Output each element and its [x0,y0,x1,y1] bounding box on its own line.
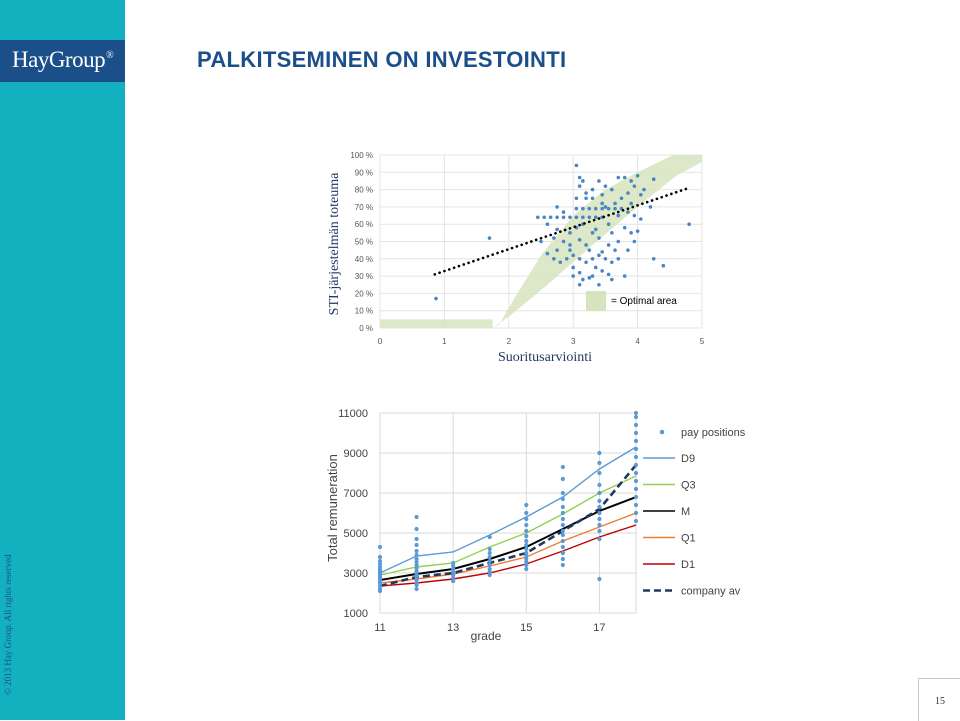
pay-position-point [597,461,601,465]
pay-position-point [524,567,528,571]
y-tick-label: 70 % [354,202,373,212]
legend-label-q1: Q1 [681,532,696,545]
page-number: 15 [935,696,945,707]
y-tick-label: 10 % [354,306,373,316]
pay-position-point [561,529,565,533]
y-tick-label: 7000 [343,488,368,500]
pay-position-point [634,411,638,415]
legend-marker-pay-positions [660,430,665,435]
legend-label-d1: D1 [681,559,696,571]
pay-position-point [634,495,638,499]
y-tick-label: 0 % [359,324,373,333]
x-tick-label: 2 [506,337,512,346]
pay-position-point [561,539,565,543]
pay-position-point [378,545,382,549]
y-tick-label: 80 % [354,185,373,195]
x-tick-label: 4 [635,337,640,346]
pay-position-point [488,551,492,555]
pay-position-point [451,561,455,565]
pay-position-point [597,577,601,581]
x-tick-label: 17 [593,622,606,634]
optimal-area-legend-label: = Optimal area [611,296,677,307]
pay-position-point [597,483,601,487]
pay-position-point [378,555,382,559]
legend-label-company-av: company av [681,585,741,598]
line-y-axis-label: Total remuneration [325,454,340,562]
y-tick-label: 50 % [354,237,373,247]
y-tick-label: 5000 [343,528,368,540]
pay-position-point [561,505,565,509]
scatter-x-axis-label: Suoritusarviointi [497,350,593,365]
pay-position-point [561,465,565,469]
y-tick-label: 40 % [354,254,373,264]
x-tick-label: 1 [442,337,447,346]
pay-position-point [634,431,638,435]
pay-position-point [597,451,601,455]
pay-position-point [414,515,418,519]
x-tick-label: 3 [570,337,576,346]
y-tick-label: 9000 [343,448,368,460]
pay-position-point [524,551,528,555]
line-y-tick-labels [338,408,368,620]
pay-position-point [634,471,638,475]
pay-position-point [524,523,528,527]
pay-position-point [524,543,528,547]
pay-position-point [561,523,565,527]
pay-position-point [488,547,492,551]
pay-position-point [634,487,638,491]
pay-position-point [634,447,638,451]
pay-position-point [488,567,492,571]
x-tick-label: 5 [699,337,705,346]
pay-position-point [561,517,565,521]
pay-position-point [597,471,601,475]
y-tick-label: 100 % [350,151,373,160]
pay-position-point [524,517,528,521]
page-title: PALKITSEMINEN ON INVESTOINTI [197,47,567,72]
pay-position-point [561,511,565,515]
pay-position-point [378,559,382,563]
pay-position-point [488,555,492,559]
line-x-axis-label: grade [470,629,502,643]
y-tick-label: 30 % [354,272,373,282]
pay-position-point [414,549,418,553]
pay-position-point [488,563,492,567]
pay-position-point [561,551,565,555]
y-tick-label: 60 % [354,220,373,230]
legend-label-d9: D9 [681,453,696,465]
pay-position-point [561,563,565,567]
pay-position-point [488,559,492,563]
pay-position-point [524,511,528,515]
pay-position-point [597,537,601,541]
pay-position-point [524,503,528,507]
pay-position-point [414,587,418,591]
y-tick-label: 90 % [354,168,373,178]
pay-position-point [414,527,418,531]
copyright-notice: © 2013 Hay Group. All rights reserved [3,554,13,695]
pay-position-point [414,553,418,557]
pay-position-point [597,511,601,515]
legend-label-m: M [681,506,691,518]
y-tick-label: 1000 [343,608,368,620]
scatter-y-axis-label: STI-järjestelmän toteuma [327,172,342,316]
line-legend [643,427,746,598]
pay-position-point [524,547,528,551]
pay-position-point [524,529,528,533]
pay-position-point [634,503,638,507]
registered-mark: ® [106,50,114,62]
pay-position-point [561,533,565,537]
x-tick-label: 0 [377,337,383,346]
x-tick-label: 11 [374,622,386,634]
pay-position-point [561,477,565,481]
legend-label-pay-positions: pay positions [681,427,746,439]
pay-position-point [634,463,638,467]
pay-position-point [597,529,601,533]
pay-position-point [634,423,638,427]
pay-position-point [634,415,638,419]
pay-position-point [597,523,601,527]
pay-position-point [414,557,418,561]
pay-position-point [597,517,601,521]
pay-position-point [597,505,601,509]
y-tick-label: 11000 [338,408,368,420]
page-number-box [918,678,960,721]
pay-position-point [634,455,638,459]
pay-position-point [414,543,418,547]
pay-position-point [634,519,638,523]
y-tick-label: 20 % [354,289,373,299]
legend-label-q3: Q3 [681,479,696,492]
x-tick-label: 15 [520,622,533,634]
pay-position-point [488,535,492,539]
pay-position-point [524,534,528,538]
pay-position-point [561,557,565,561]
pay-position-point [561,491,565,495]
logo-wordmark: HayGroup [12,47,106,72]
pay-position-point [634,511,638,515]
pay-position-point [597,491,601,495]
pay-position-point [414,537,418,541]
pay-position-point [634,439,638,443]
pay-position-point [524,539,528,543]
y-tick-label: 3000 [343,568,368,580]
x-tick-label: 13 [447,622,460,634]
pay-position-point [561,545,565,549]
pay-position-point [597,499,601,503]
pay-position-point [561,497,565,501]
pay-position-point [634,479,638,483]
